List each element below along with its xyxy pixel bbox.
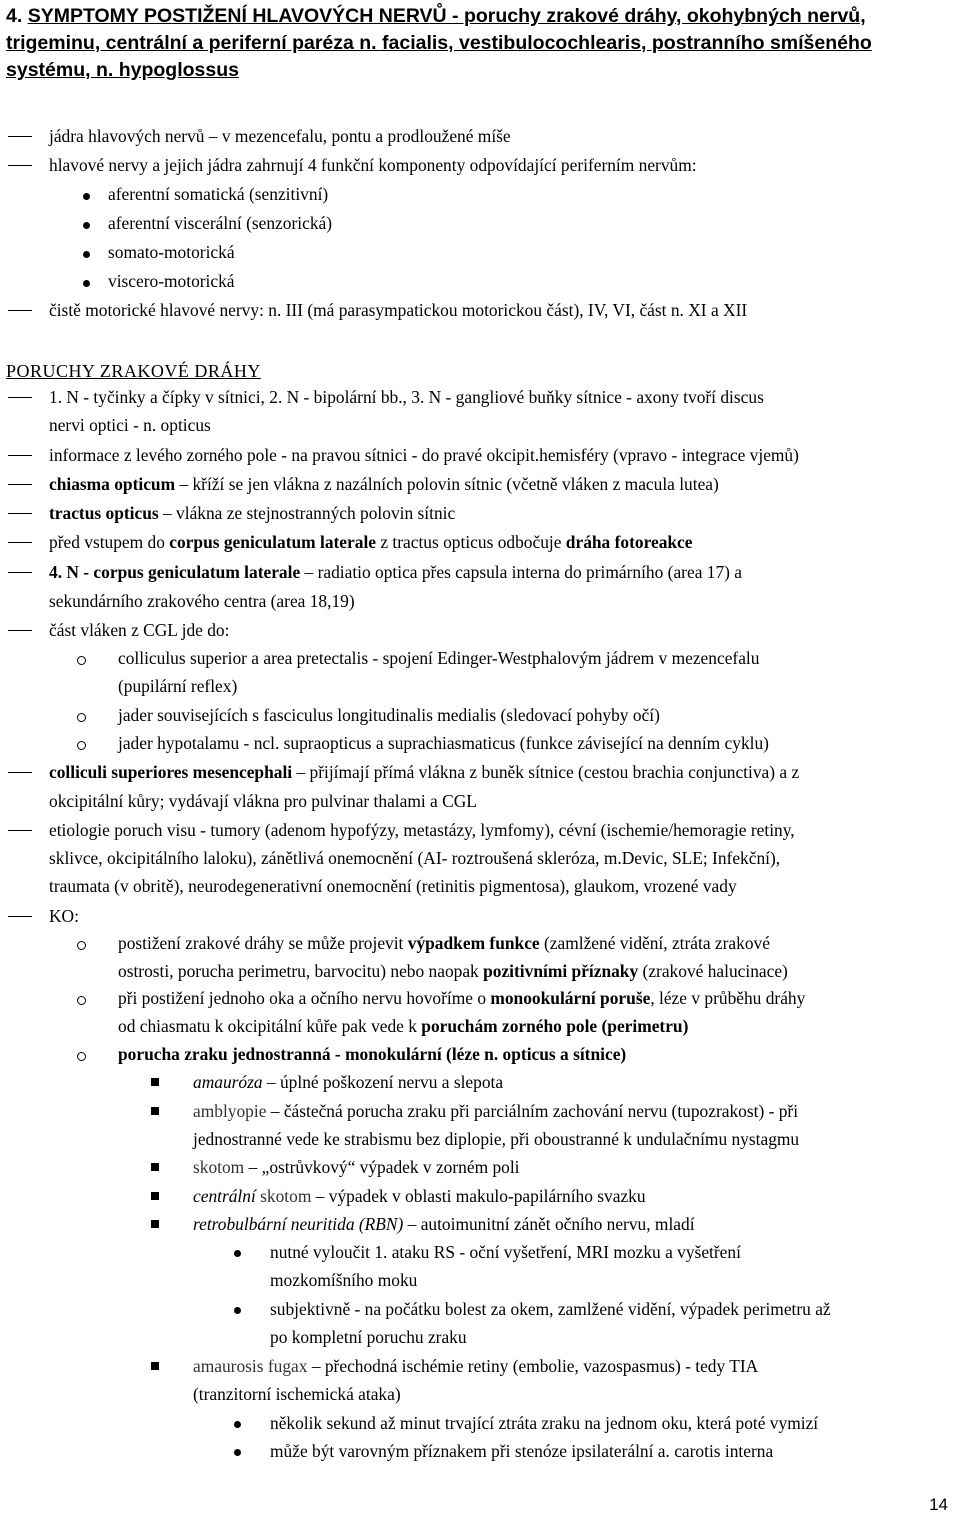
- term-italic: retrobulbární neuritida (RBN): [193, 1214, 404, 1234]
- sub-sub-item-line: [193, 1354, 758, 1378]
- sub-sub-item-line: jednostranné vede ke strabismu bez diplopie, při oboustranné k undulačnímu nystagmu: [193, 1129, 800, 1149]
- bullet-marker: [234, 1449, 241, 1456]
- circle-marker: [77, 1052, 86, 1061]
- paragraph-line: okcipitální kůry; vydávají vlákna pro pulvinar thalami a CGL: [49, 791, 477, 811]
- intro-line: čistě motorické hlavové nervy: n. III (má parasympatickou motorickou část), IV, VI, část n. XI a XII: [49, 300, 748, 320]
- intro-line: hlavové nervy a jejich jádra zahrnují 4 funkční komponenty odpovídající periferním nervům:: [49, 155, 697, 175]
- paragraph-line: [49, 472, 719, 496]
- deep-item-line: subjektivně - na počátku bolest za okem, zamlžené vidění, výpadek perimetru až: [270, 1299, 831, 1319]
- paragraph-line: [49, 530, 693, 554]
- text-run: – „ostrůvkový“ výpadek v zorném poli: [244, 1157, 520, 1177]
- text-run: – vlákna ze stejnostranných polovin sítnic: [158, 503, 456, 523]
- intro-line: jádra hlavových nervů – v mezencefalu, pontu a prodloužené míše: [49, 126, 511, 146]
- term-bold: monookulární poruše: [490, 988, 651, 1008]
- section-title: PORUCHY ZRAKOVÉ DRÁHY: [6, 361, 261, 381]
- paragraph-line: [49, 760, 799, 784]
- term-bold: 4. N - corpus geniculatum laterale: [49, 562, 301, 582]
- document-heading: [6, 3, 954, 84]
- sub-sub-item-line: (tranzitorní ischemická ataka): [193, 1384, 401, 1404]
- deep-item-line: několik sekund až minut trvající ztráta zraku na jednom oku, která poté vymizí: [270, 1413, 819, 1433]
- text-run: – výpadek v oblasti makulo-papilárního svazku: [311, 1186, 646, 1206]
- dash-marker: [8, 916, 32, 917]
- sub-item-line: jader hypotalamu - ncl. supraopticus a suprachiasmaticus (funkce závisející na denním cyklu): [118, 733, 769, 753]
- sub-item-line: [118, 1042, 626, 1066]
- deep-item-line: mozkomíšního moku: [270, 1270, 418, 1290]
- text-run: – částečná porucha zraku při parciálním zachování nervu (tupozrakost) - při: [266, 1101, 799, 1121]
- text-run: postižení zrakové dráhy se může projevit: [118, 933, 408, 953]
- deep-item-line: po kompletní poruchu zraku: [270, 1327, 467, 1347]
- square-marker: [151, 1192, 159, 1200]
- paragraph-line: 1. N - tyčinky a čípky v sítnici, 2. N - bipolární bb., 3. N - gangliové buňky sítnice - axony tvoří discus: [49, 387, 764, 407]
- term-bold: tractus opticus: [49, 503, 159, 523]
- sub-sub-item-line: [193, 1070, 503, 1094]
- term-italic: centrální: [193, 1186, 256, 1206]
- text-run: – přechodná ischémie retiny (embolie, vazospasmus) - tedy TIA: [307, 1356, 759, 1376]
- term-bold: porucha zraku jednostranná - monokulární (léze n. opticus a sítnice): [118, 1044, 627, 1064]
- term-bold: pozitivními příznaky: [483, 961, 639, 981]
- text-run: z tractus opticus odbočuje: [376, 532, 566, 552]
- text-run: před vstupem do: [49, 532, 170, 552]
- paragraph-line: informace z levého zorného pole - na pravou sítnici - do pravé okcipit.hemisféry (vpravo - integrace vjemů): [49, 445, 799, 465]
- square-marker: [151, 1078, 159, 1086]
- square-marker: [151, 1163, 159, 1171]
- dash-marker: [8, 310, 32, 311]
- term-text: amblyopie: [193, 1101, 267, 1121]
- circle-marker: [77, 713, 86, 722]
- square-marker: [151, 1220, 159, 1228]
- bullet-marker: [234, 1421, 241, 1428]
- sub-sub-item-line: [193, 1155, 520, 1179]
- intro-bullet: somato-motorická: [108, 242, 235, 262]
- dash-marker: [8, 572, 32, 573]
- text-run: – kříží se jen vlákna z nazálních polovin sítnic (včetně vláken z macula lutea): [175, 474, 719, 494]
- term-text: skotom: [255, 1186, 312, 1206]
- bullet-marker: [83, 280, 90, 287]
- deep-item-line: může být varovným příznakem při stenóze ipsilaterální a. carotis interna: [270, 1441, 774, 1461]
- sub-item-line: jader souvisejících s fasciculus longitudinalis medialis (sledovací pohyby očí): [118, 705, 660, 725]
- bullet-marker: [83, 251, 90, 258]
- text-run: (zrakové halucinace): [638, 961, 788, 981]
- sub-item-line: (pupilární reflex): [118, 676, 238, 696]
- square-marker: [151, 1107, 159, 1115]
- sub-sub-item-line: [193, 1099, 798, 1123]
- text-run: – autoimunitní zánět očního nervu, mladí: [403, 1214, 695, 1234]
- circle-marker: [77, 941, 86, 950]
- dash-marker: [8, 165, 32, 166]
- term-bold: výpadkem funkce: [407, 933, 540, 953]
- bullet-marker: [234, 1307, 241, 1314]
- paragraph-line: nervi optici - n. opticus: [49, 415, 211, 435]
- bullet-marker: [83, 193, 90, 200]
- paragraph-line: [49, 560, 742, 584]
- sub-item-line: [118, 931, 770, 955]
- sub-item-line: [118, 1014, 688, 1038]
- text-run: – úplné poškození nervu a slepota: [262, 1072, 504, 1092]
- dash-marker: [8, 630, 32, 631]
- term-bold: corpus geniculatum laterale: [169, 532, 376, 552]
- dash-marker: [8, 484, 32, 485]
- square-marker: [151, 1362, 159, 1370]
- paragraph-line: etiologie poruch visu - tumory (adenom hypofýzy, metastázy, lymfomy), cévní (ischemie/hemoragie retiny,: [49, 820, 795, 840]
- text-run: – přijímají přímá vlákna z buněk sítnice (cestou brachia conjunctiva) a z: [292, 762, 800, 782]
- heading-text: SYMPTOMY POSTIŽENÍ HLAVOVÝCH NERVŮ - poruchy zrakové dráhy, okohybných nervů, trigeminu, centrální a periferní paréza n. facialis, vestibulocochlearis, postranního smíšeného systému, n. hypoglossus: [6, 5, 872, 81]
- sub-item-line: colliculus superior a area pretectalis - spojení Edinger-Westphalovým jádrem v mezencefalu: [118, 648, 760, 668]
- page-number: 14: [929, 1495, 948, 1514]
- sub-item-line: [118, 986, 805, 1010]
- sub-item-line: [118, 959, 788, 983]
- term-bold: colliculi superiores mesencephali: [49, 762, 293, 782]
- bullet-marker: [234, 1250, 241, 1257]
- text-run: , léze v průběhu dráhy: [650, 988, 806, 1008]
- sub-sub-item-line: [193, 1212, 695, 1236]
- text-run: od chiasmatu k okcipitální kůře pak vede k: [118, 1016, 422, 1036]
- text-run: při postižení jednoho oka a očního nervu hovoříme o: [118, 988, 491, 1008]
- dash-marker: [8, 513, 32, 514]
- paragraph-line: sklivce, okcipitálního laloku), zánětlivá onemocnění (AI- roztroušená skleróza, m.Devic, SLE; Infekční),: [49, 848, 781, 868]
- dash-marker: [8, 830, 32, 831]
- deep-item-line: nutné vyloučit 1. ataku RS - oční vyšetření, MRI mozku a vyšetření: [270, 1242, 741, 1262]
- paragraph-line: sekundárního zrakového centra (area 18,19): [49, 591, 355, 611]
- dash-marker: [8, 136, 32, 137]
- circle-marker: [77, 656, 86, 665]
- term-bold: dráha fotoreakce: [565, 532, 693, 552]
- dash-marker: [8, 772, 32, 773]
- paragraph-line: [49, 501, 455, 525]
- paragraph-line: traumata (v obritě), neurodegenerativní onemocnění (retinitis pigmentosa), glaukom, vrozené vady: [49, 876, 737, 896]
- paragraph-line: část vláken z CGL jde do:: [49, 620, 230, 640]
- heading-number: 4.: [6, 5, 23, 27]
- text-run: ostrosti, porucha perimetru, barvocitu) nebo naopak: [118, 961, 484, 981]
- sub-sub-item-line: [193, 1184, 646, 1208]
- intro-bullet: aferentní viscerální (senzorická): [108, 213, 333, 233]
- term-text: skotom: [193, 1157, 245, 1177]
- term-italic: amauróza: [193, 1072, 263, 1092]
- intro-bullet: aferentní somatická (senzitivní): [108, 184, 329, 204]
- term-bold: poruchám zorného pole (perimetru): [421, 1016, 689, 1036]
- dash-marker: [8, 397, 32, 398]
- intro-bullet: viscero-motorická: [108, 271, 235, 291]
- text-run: – radiatio optica přes capsula interna do primárního (area 17) a: [300, 562, 743, 582]
- dash-marker: [8, 542, 32, 543]
- bullet-marker: [83, 222, 90, 229]
- circle-marker: [77, 741, 86, 750]
- paragraph-line: KO:: [49, 906, 79, 926]
- term-bold: chiasma opticum: [49, 474, 176, 494]
- circle-marker: [77, 996, 86, 1005]
- text-run: (zamlžené vidění, ztráta zrakové: [539, 933, 770, 953]
- term-text: amaurosis fugax: [193, 1356, 308, 1376]
- dash-marker: [8, 455, 32, 456]
